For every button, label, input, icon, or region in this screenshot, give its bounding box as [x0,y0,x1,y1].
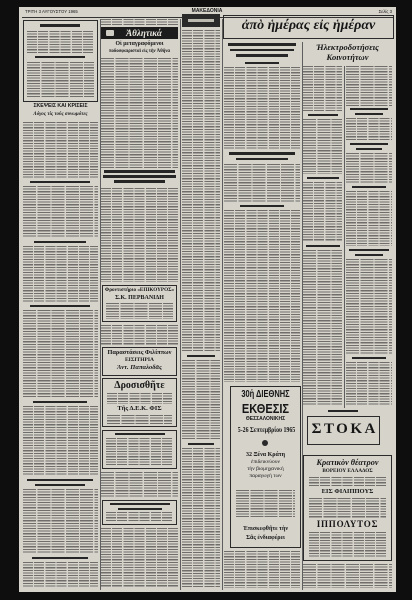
body-text-block [303,66,342,111]
body-text-block [23,310,98,398]
ad-small-print [236,490,295,518]
body-text-block [182,30,220,352]
ad-small-print [106,512,173,522]
illegible-headline [115,433,165,435]
tutoring-ad-title: Φροντιστήριο «ΕΠΙΚΟΥΡΟΣ» [104,287,175,293]
body-text-block [23,489,98,554]
illegible-headline [245,62,279,64]
column1-heading: ΣΚΕΨΕΙΣ ΚΑΙ ΚΡΙΣΕΙΣ [33,102,88,109]
expo-ad-line4: παραγωγή των [249,473,282,479]
drink-ad-headline: Δροσισθῆτε [114,379,165,391]
tutoring-ad-name: Σ.Κ. ΠΕΡΒΑΝΙΔΗ [115,295,164,301]
body-text-block [23,246,98,302]
theatre-ad-venue: ΕΙΣ ΦΙΛΙΠΠΟΥΣ [321,488,374,495]
ad-small-print [309,532,386,557]
illegible-headline [229,152,295,155]
daily-column-title: ἀπὸ ἡμέρας εἰς ἡμέραν [241,18,376,33]
philippi-ad-tickets: ΕΙΣΙΤΗΡΙΑ [125,356,154,363]
right-column-title-line2: Κοινοτήτων [326,52,369,62]
body-text-block [346,259,392,354]
column-rule [180,19,181,590]
illegible-headline [103,175,176,178]
body-text-block [23,122,98,178]
expo-ad-ordinal: 30ἡ ΔΙΕΘΝΗΣ [241,389,290,400]
body-text-block [303,250,342,405]
right-column-title-line1: Ἠλεκτροδοτήσεις [316,42,379,52]
body-text-block [346,153,392,183]
illegible-headline [308,114,338,116]
illegible-headline [114,180,165,183]
expo-ad-visit: Ἐπισκεφθῆτε τὴν [242,526,289,532]
body-text-block [101,528,178,588]
illegible-headline [349,249,389,251]
illegible-headline [350,108,388,110]
expo-ad-dates: 5-26 Σεπτεμβρίου 1965 [237,425,296,434]
illegible-headline [104,170,175,173]
sports-section-banner [101,27,178,39]
theatre-ad-title: Κρατικὸν θέατρον [316,458,379,467]
ad-small-print [309,498,386,518]
expo-ad-interest: Σᾶς ἐνδιαφέρει [246,535,285,541]
body-text-block [101,472,178,498]
drink-ad-brand: Τῆς Δ.Ε.Κ. ΦΙΣ [117,405,162,412]
body-text-block [303,182,342,242]
illegible-headline [240,205,284,207]
expo-ad-states: 32 Ξένα Κράτη [245,452,286,458]
illegible-headline [236,54,288,57]
body-text-block [346,118,392,140]
ad-small-print [107,393,172,404]
expo-ad-city: ΘΕΣΣΑΛΟΝΙΚΗΣ [245,415,286,422]
philippi-ad-title: Παραστάσεις Φιλίππων [107,348,172,356]
body-text-block [23,186,98,238]
body-text-block [346,362,392,405]
illegible-headline [355,254,383,256]
body-text-block [101,325,178,345]
illegible-headline [40,24,80,27]
illegible-headline [236,158,288,161]
illegible-headline [35,484,85,486]
expo-ad-line3: τὴν βιομηχανική [247,466,284,472]
sports-subtitle-line2: ποδοσφαιρισταὶ εἰς τὴν Ἀθήνα [108,48,171,54]
body-text-block [101,188,178,282]
ad-small-print [107,415,172,424]
body-text-block [224,551,300,588]
philippi-ad-seller: Ἀντ. Παπαλοδᾶς [116,364,163,371]
body-text-block [346,191,392,246]
body-text-block [303,119,342,174]
body-text-block [182,360,220,440]
column-rule [344,66,345,408]
body-text-block [101,58,178,168]
body-text-block [224,67,300,149]
illegible-headline [187,355,215,357]
illegible-headline [306,245,340,247]
illegible-headline [30,181,90,183]
illegible-headline [33,401,87,403]
body-text-block [23,406,98,476]
stoka-ad-name: ΣΤΟΚΑ [311,421,378,437]
illegible-headline [352,186,386,188]
illegible-headline [110,503,170,505]
illegible-headline [352,357,386,359]
ad-small-print [106,303,173,319]
illegible-headline [230,49,294,52]
ad-small-print [309,477,386,487]
body-text-block [224,210,300,382]
illegible-headline [34,241,86,243]
illegible-headline [35,56,85,58]
illegible-headline [356,148,382,150]
body-text-block [224,164,300,202]
body-text-block [27,31,94,53]
illegible-headline [27,479,93,481]
expo-emblem-icon [262,440,268,446]
illegible-headline [188,19,214,22]
illegible-headline [32,557,88,559]
body-text-block [101,19,178,25]
expo-ad-line2: ἐπιδεικνύουν [251,459,280,465]
illegible-headline [328,410,358,412]
illegible-headline [355,113,383,115]
illegible-headline [30,305,90,307]
body-text-block [27,62,94,98]
ad-small-print [106,438,173,466]
column-rule [222,19,223,590]
page-number: Σελίς 3 [378,8,392,14]
sports-section-title: Ἀθλητικά [126,27,162,38]
illegible-headline [188,443,214,445]
theatre-ad-play: ΙΠΠΟΛΥΤΟΣ [316,519,379,529]
illegible-headline [228,43,296,46]
column1-subtitle: Λόγος τίς τούς συνωμότες [33,111,88,117]
body-text-block [346,66,392,106]
illegible-headline [307,177,339,179]
masthead: ΜΑΚΕΔΟΝΙΑ [191,8,223,14]
body-text-block [23,562,98,588]
issue-date: ΤΡΙΤΗ 3 ΑΥΓΟΥΣΤΟΥ 1965 [25,8,78,14]
illegible-headline [350,143,388,145]
sports-subtitle-line1: Οἱ μεταγραφόμενοι [115,41,164,47]
body-text-block [303,564,392,588]
body-text-block [182,448,220,588]
expo-ad-title: ΕΚΘΕΣΙΣ [241,400,290,416]
theatre-ad-region: ΒΟΡΕΙΟΥ ΕΛΛΑΔΟΣ [322,468,373,474]
illegible-headline [118,508,162,510]
